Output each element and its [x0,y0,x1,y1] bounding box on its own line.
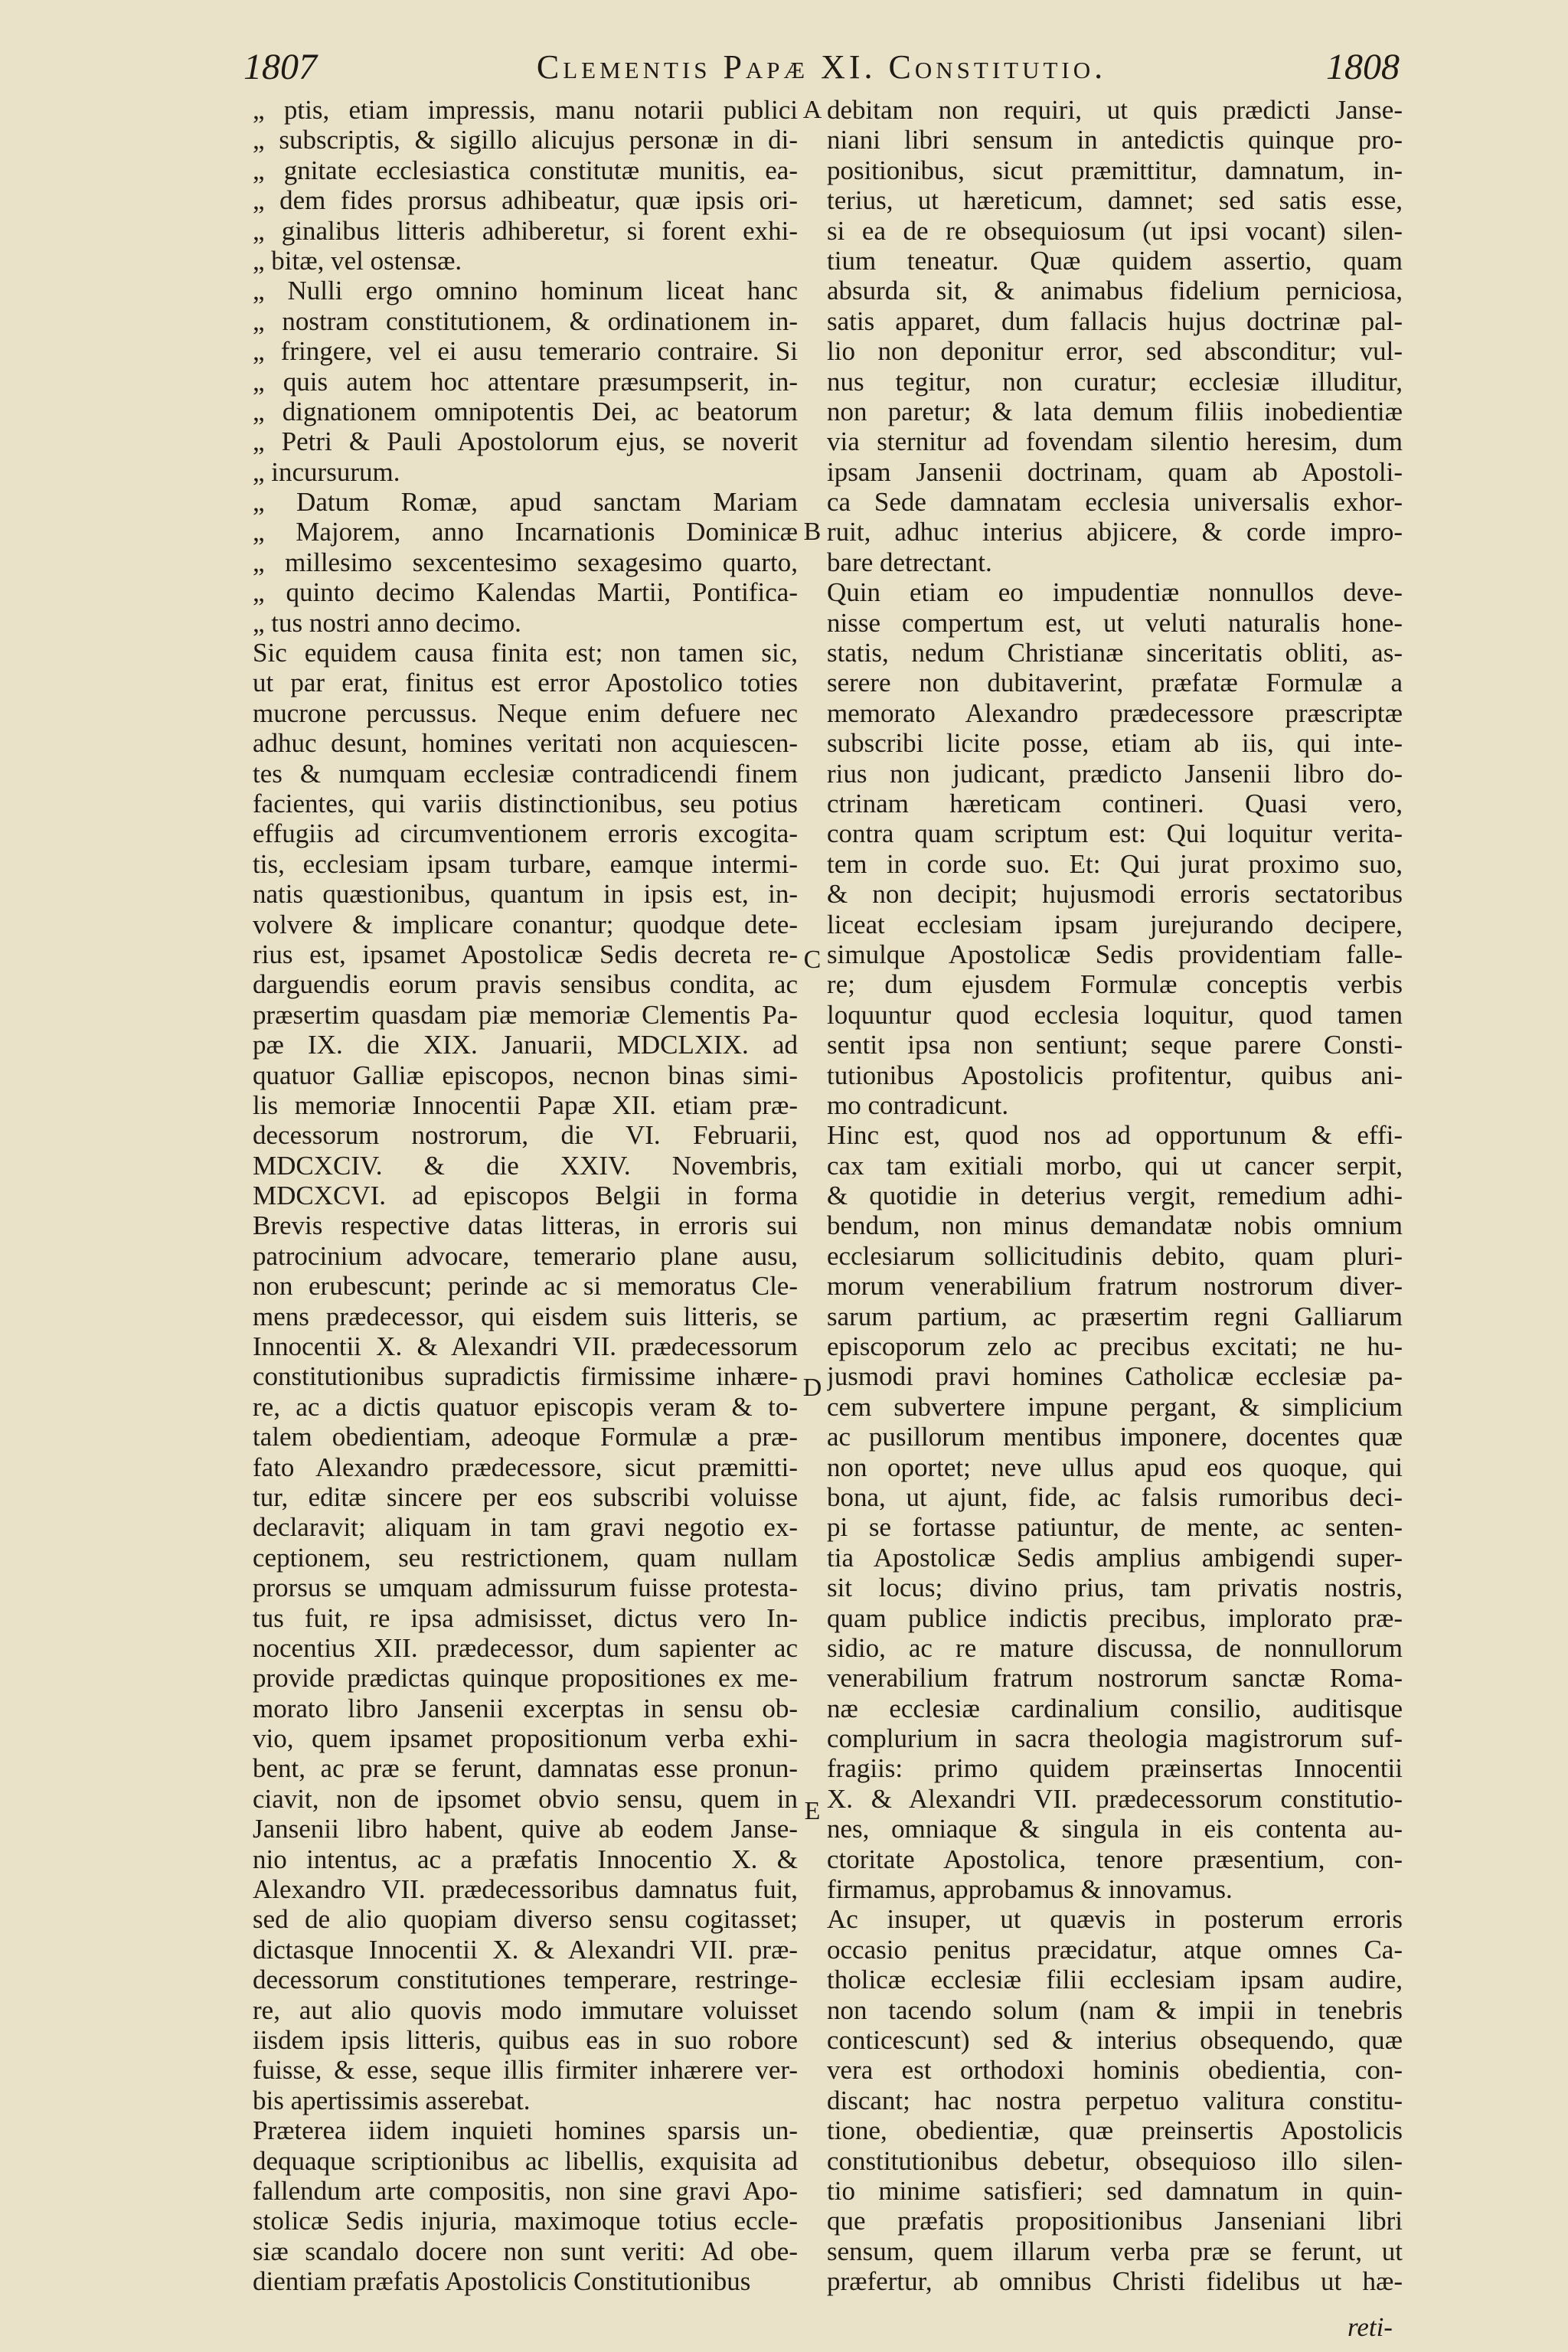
left-column-line: Jansenii libro habent, quive ab eodem Janse- [253,1814,798,1844]
left-column-line: nio intentus, ac a præfatis Innocentio X. & [253,1844,798,1874]
margin-letter-b: B [803,518,822,546]
right-column-line: ctrinam hæreticam contineri. Quasi vero, [827,788,1403,818]
right-column-line: sidio, ac re mature discussa, de nonnullorum [827,1632,1403,1663]
margin-letter-e: E [804,1797,821,1825]
left-column-line: declaravit; aliquam in tam gravi negotio ex- [253,1512,798,1543]
right-column-line: sensum, quem illarum verba præ se ferunt, ut [827,2236,1403,2266]
left-column-line: stolicæ Sedis injuria, maximoque totius eccle- [253,2206,798,2236]
left-column-line: bis apertissimis asserebat. [253,2085,531,2115]
left-column-line: re, ac a dictis quatuor episcopis veram & to- [253,1391,798,1422]
right-column-line: Quin etiam eo impudentiæ nonnullos deve- [827,577,1403,608]
right-column-line: discant; hac nostra perpetuo valitura constitu- [827,2085,1403,2115]
left-column-line: non erubescunt; perinde ac si memoratus Cle- [253,1271,798,1302]
left-column-line: quatuor Galliæ episcopos, necnon binas simi- [253,1060,798,1090]
right-column-line: liceat ecclesiam ipsam jurejurando decipere, [827,909,1403,939]
right-column-line: sarum partium, ac præsertim regni Galliarum [827,1301,1403,1331]
running-header [243,44,1400,90]
left-column-line: adhuc desunt, homines veritati non acquiescen- [253,728,798,759]
left-column-line: „ dignationem omnipotentis Dei, ac beatorum [253,396,798,426]
left-column-line: effugiis ad circumventionem erroris excogita- [253,818,798,849]
right-column-line: fragiis: primo quidem præinsertas Innocentii [827,1753,1403,1784]
right-column-line: firmamus, approbamus & innovamus. [827,1874,1233,1905]
right-column-line: præfertur, ab omnibus Christi fidelibus ut hæ- [827,2266,1403,2297]
left-column-line: MDCXCIV. & die XXIV. Novembris, [253,1150,798,1181]
left-column-line: prorsus se umquam admissurum fuisse protesta- [253,1573,798,1603]
left-column-line: Innocentii X. & Alexandri VII. prædecessorum [253,1331,798,1362]
left-column-line: „ bitæ, vel ostensæ. [253,245,462,276]
right-column-line: absurda sit, & animabus fidelium perniciosa, [827,276,1403,306]
left-column-line: morato libro Jansenii excerptas in sensu ob- [253,1693,798,1723]
right-column-line: Ac insuper, ut quævis in posterum erroris [827,1904,1403,1935]
left-column-line: rius est, ipsamet Apostolicæ Sedis decreta re- [253,939,798,969]
right-column-line: episcoporum zelo ac precibus excitati; ne hu- [827,1331,1403,1362]
left-column-line: mens prædecessor, qui eisdem suis litteris, se [253,1301,798,1331]
left-column-line: dictasque Innocentii X. & Alexandri VII. præ- [253,1934,798,1965]
right-column-line: quam publice indictis precibus, implorato præ- [827,1602,1403,1633]
right-column-line: næ ecclesiæ cardinalium consilio, auditisque [827,1693,1403,1723]
right-column-line: non paretur; & lata demum filiis inobedientiæ [827,396,1403,426]
right-column-line: tutionibus Apostolicis profitentur, quibus ani- [827,1060,1403,1090]
left-column-line: bent, ac præ se ferunt, damnatas esse pronun- [253,1753,798,1784]
right-column-line: rius non judicant, prædicto Jansenii libro do- [827,758,1403,789]
left-column-line: decessorum constitutiones temperare, restringe- [253,1965,798,1995]
left-column-line: fallendum arte compositis, non sine gravi Apo- [253,2175,798,2206]
right-column-line: tholicæ ecclesiæ filii ecclesiam ipsam audire, [827,1965,1403,1995]
left-column-line: talem obedientiam, adeoque Formulæ a præ- [253,1422,798,1452]
left-column-line: pæ IX. die XIX. Januarii, MDCLXIX. ad [253,1030,798,1060]
left-column-line: fuisse, & esse, seque illis firmiter inhærere ver- [253,2055,798,2086]
right-column-line: conticescunt) sed & interius obsequendo, quæ [827,2025,1403,2055]
left-column-line: „ quinto decimo Kalendas Martii, Pontifica- [253,577,798,608]
left-column-line: re, aut alio quovis modo immutare voluisset [253,1994,798,2025]
right-column-line: serere non dubitaverint, præfatæ Formulæ a [827,668,1403,698]
left-column-line: mucrone percussus. Neque enim defuere nec [253,697,798,728]
right-column-line: & quotidie in deterius vergit, remedium adhi- [827,1181,1403,1211]
right-column-line: que præfatis propositionibus Janseniani libri [827,2206,1403,2236]
right-column-line: morum venerabilium fratrum nostrorum diver- [827,1271,1403,1302]
left-column-line: ciavit, non de ipsomet obvio sensu, quem in [253,1783,798,1814]
right-column-line: statis, nedum Christianæ sinceritatis obliti, as- [827,638,1403,668]
right-column-line: tem in corde suo. Et: Qui jurat proximo suo, [827,848,1403,879]
right-column-line: lio non deponitur error, sed absconditur; vul- [827,336,1403,367]
right-column-line: ctoritate Apostolica, tenore præsentium, con- [827,1844,1403,1874]
margin-letter-c: C [803,946,822,974]
left-column-line: volvere & implicare conantur; quodque dete- [253,909,798,939]
margin-letter-a: A [802,96,822,124]
right-column-line: bona, ut ajunt, fide, ac falsis rumoribus deci- [827,1481,1403,1512]
right-column-line: ipsam Jansenii doctrinam, quam ab Apostoli- [827,456,1403,487]
right-column-line: mo contradicunt. [827,1089,1009,1120]
right-column-line: debitam non requiri, ut quis prædicti Janse- [827,95,1403,125]
right-column-line: ruit, adhuc interius abjicere, & corde impro- [827,517,1403,547]
right-column-line: tia Apostolicæ Sedis amplius ambigendi super- [827,1542,1403,1573]
left-column-line: tes & numquam ecclesiæ contradicendi finem [253,758,798,789]
left-column-line: lis memoriæ Innocentii Papæ XII. etiam præ- [253,1089,798,1120]
left-column-line: MDCXCVI. ad episcopos Belgii in forma [253,1181,798,1211]
left-column-line: Alexandro VII. prædecessoribus damnatus fuit, [253,1874,798,1905]
left-column-line: provide prædictas quinque propositiones ex me- [253,1663,798,1694]
left-column-line: iisdem ipsis litteris, quibus eas in suo robore [253,2025,798,2055]
left-column-line: ut par erat, finitus est error Apostolico toties [253,668,798,698]
left-column-line: „ ptis, etiam impressis, manu notarii publici [253,95,798,125]
right-column-line: niani libri sensum in antedictis quinque pro- [827,125,1403,155]
right-column-line: memorato Alexandro prædecessore præscriptæ [827,697,1403,728]
left-column-line: patrocinium advocare, temerario plane ausu, [253,1240,798,1271]
left-column-line: ceptionem, seu restrictionem, quam nullam [253,1542,798,1573]
left-column-line: „ Nulli ergo omnino hominum liceat hanc [253,276,798,306]
catchword: reti- [1348,2312,1393,2342]
left-column-line: „ tus nostri anno decimo. [253,607,521,638]
right-column-line: re; dum ejusdem Formulæ conceptis verbis [827,969,1403,1000]
left-column-line: fato Alexandro prædecessore, sicut præmitti- [253,1452,798,1482]
left-column-line: „ ginalibus litteris adhiberetur, si forent exhi- [253,215,798,246]
right-column-line: tium teneatur. Quæ quidem assertio, quam [827,245,1403,276]
right-column-line: nes, omniaque & singula in eis contenta au- [827,1814,1403,1844]
left-column-line: „ gnitate ecclesiastica constitutæ munitis, ea- [253,155,798,185]
right-column-line: simulque Apostolicæ Sedis providentiam falle- [827,939,1403,969]
right-column-line: ca Sede damnatam ecclesia universalis exhor- [827,487,1403,518]
left-column-line: „ incursurum. [253,456,400,487]
left-column-line: „ quis autem hoc attentare præsumpserit, in- [253,366,798,397]
left-column-line: nocentius XII. prædecessor, dum sapienter ac [253,1632,798,1663]
left-column-line: tus fuit, re ipsa admisisset, dictus vero In- [253,1602,798,1633]
right-column-line: tio minime satisfieri; sed damnatum in quin- [827,2175,1403,2206]
right-column-line: subscribi licite posse, etiam ab iis, qui inte- [827,728,1403,759]
left-column-line: vio, quem ipsamet propositionum verba exhi- [253,1723,798,1754]
left-column-line: Brevis respective datas litteras, in erroris sui [253,1210,798,1241]
left-column-line: Præterea iidem inquieti homines sparsis un- [253,2115,798,2146]
left-column-line: „ Majorem, anno Incarnationis Dominicæ [253,517,798,547]
left-column-line: „ nostram constitutionem, & ordinationem in- [253,305,798,336]
right-column-line: via sternitur ad fovendam silentio heresim, dum [827,426,1403,457]
left-column-line: constitutionibus supradictis firmissime inhære- [253,1361,798,1392]
right-column-line: cax tam exitiali morbo, qui ut cancer serpit, [827,1150,1403,1181]
right-column-line: non tacendo solum (nam & impii in tenebris [827,1994,1403,2025]
left-column-line: „ millesimo sexcentesimo sexagesimo quarto, [253,547,798,577]
right-column-line: positionibus, sicut præmittitur, damnatum, in- [827,155,1403,185]
right-column-line: bendum, non minus demandatæ nobis omnium [827,1210,1403,1241]
left-column-line: præsertim quasdam piæ memoriæ Clementis Pa- [253,999,798,1030]
right-column-line: constitutionibus debetur, obsequioso illo silen- [827,2145,1403,2176]
right-column-line: nisse compertum est, ut veluti naturalis hone- [827,607,1403,638]
right-column-line: non oportet; neve ullus apud eos quoque, qui [827,1452,1403,1482]
right-column-line: X. & Alexandri VII. prædecessorum constitutio- [827,1783,1403,1814]
left-column-line: sed de alio quopiam diverso sensu cogitasset; [253,1904,798,1935]
left-text-column [253,95,798,2297]
left-column-line: dientiam præfatis Apostolicis Constitutionibus [253,2266,751,2297]
right-column-line: pi se fortasse patiuntur, de mente, ac senten- [827,1512,1403,1543]
left-column-line: darguendis eorum pravis sensibus condita, ac [253,969,798,1000]
left-column-line: „ Petri & Pauli Apostolorum ejus, se noverit [253,426,798,457]
right-column-line: ecclesiarum sollicitudinis debito, quam pluri- [827,1240,1403,1271]
left-column-line: „ dem fides prorsus adhibeatur, quæ ipsis ori- [253,185,798,216]
page-number-left: 1807 [243,47,317,87]
left-column-line: Sic equidem causa finita est; non tamen sic, [253,638,798,668]
right-column-line: contra quam scriptum est: Qui loquitur verita- [827,818,1403,849]
left-column-line: tur, editæ sincere per eos subscribi voluisse [253,1481,798,1512]
left-column-line: facientes, qui variis distinctionibus, seu potius [253,788,798,818]
right-column-line: ac pusillorum mentibus imponere, docentes quæ [827,1422,1403,1452]
page-number-right: 1808 [1326,47,1400,87]
right-column-line: Hinc est, quod nos ad opportunum & effi- [827,1120,1403,1151]
right-column-line: terius, ut hæreticum, damnet; sed satis esse, [827,185,1403,216]
right-column-line: loquuntur quod ecclesia loquitur, quod tamen [827,999,1403,1030]
right-column-line: sentit ipsa non sentiunt; seque parere Consti- [827,1030,1403,1060]
right-column-line: si ea de re obsequiosum (ut ipsi vocant) silen- [827,215,1403,246]
right-column-line: venerabilium fratrum nostrorum sanctæ Roma- [827,1663,1403,1694]
right-column-line: cem subvertere impune pergant, & simplicium [827,1391,1403,1422]
left-column-line: siæ scandalo docere non sunt veriti: Ad obe- [253,2236,798,2266]
right-column-line: jusmodi pravi homines Catholicæ ecclesiæ pa- [827,1361,1403,1392]
right-column-line: occasio penitus præcidatur, atque omnes Ca- [827,1934,1403,1965]
right-column-line: & non decipit; hujusmodi erroris sectatoribus [827,879,1403,910]
right-column-line: sit locus; divino prius, tam privatis nostris, [827,1573,1403,1603]
right-text-column [827,95,1403,2297]
right-column-line: complurium in sacra theologia magistrorum suf- [827,1723,1403,1754]
left-column-line: dequaque scriptionibus ac libellis, exquisita ad [253,2145,798,2176]
left-column-line: „ Datum Romæ, apud sanctam Mariam [253,487,798,518]
left-column-line: decessorum nostrorum, die VI. Februarii, [253,1120,798,1151]
margin-letter-d: D [802,1374,822,1402]
right-column-line: vera est orthodoxi hominis obedientia, con- [827,2055,1403,2086]
left-column-line: tis, ecclesiam ipsam turbare, eamque intermi- [253,848,798,879]
right-column-line: satis apparet, dum fallacis hujus doctrinæ pal- [827,305,1403,336]
running-title: Clementis Papæ XI. Constitutio. [536,48,1107,86]
left-column-line: „ fringere, vel ei ausu temerario contraire. Si [253,336,798,367]
left-column-line: natis quæstionibus, quantum in ipsis est, in- [253,879,798,910]
right-column-line: nus tegitur, non curatur; ecclesiæ illuditur, [827,366,1403,397]
left-column-line: „ subscriptis, & sigillo alicujus personæ in di- [253,125,798,155]
right-column-line: bare detrectant. [827,547,992,577]
right-column-line: tione, obedientiæ, quæ preinsertis Apostolicis [827,2115,1403,2146]
